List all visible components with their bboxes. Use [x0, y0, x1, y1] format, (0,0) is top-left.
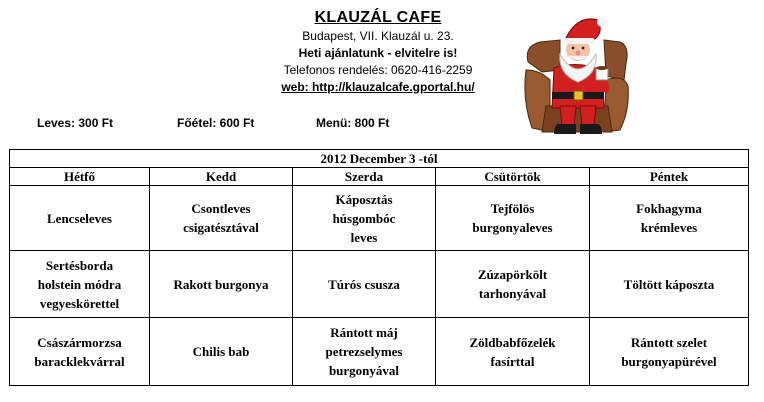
dish-cell: Tejfölös burgonyaleves — [436, 186, 590, 251]
dish-cell: Töltött káposzta — [590, 251, 749, 318]
dish-cell: Sertésborda holstein módra vegyeskörettel — [10, 251, 150, 318]
weekly-offer-text: Heti ajánlatunk - elvitelre is! — [298, 46, 458, 60]
dish-cell: Csontleves csigatésztával — [150, 186, 293, 251]
weekly-menu-table — [9, 149, 749, 386]
dish-cell: Császármorzsa baracklekvárral — [10, 318, 150, 386]
dish-cell: Túrós csusza — [293, 251, 436, 318]
dish-cell: Zöldbabfőzelék fasírttal — [436, 318, 590, 386]
phone-order-text: Telefonos rendelés: 0620-416-2259 — [283, 63, 473, 77]
menu-price: Menü: 800 Ft — [316, 116, 390, 130]
day-header: Szerda — [293, 168, 436, 186]
table-row — [10, 186, 749, 251]
dish-cell: Fokhagyma krémleves — [590, 186, 749, 251]
dish-cell: Lencseleves — [10, 186, 150, 251]
table-row — [10, 251, 749, 318]
cafe-title: KLAUZÁL CAFE — [314, 9, 442, 26]
table-row — [10, 318, 749, 386]
day-header: Csütörtök — [436, 168, 590, 186]
cafe-address: Budapest, VII. Klauzál u. 23. — [302, 29, 454, 43]
menu-date-header: 2012 December 3 -tól — [10, 150, 749, 168]
day-header: Péntek — [590, 168, 749, 186]
soup-price: Leves: 300 Ft — [37, 116, 114, 130]
website-link[interactable]: web: http://klauzalcafe.gportal.hu/ — [281, 80, 475, 94]
day-header: Kedd — [150, 168, 293, 186]
dish-cell: Rakott burgonya — [150, 251, 293, 318]
santa-claus-in-armchair-icon — [520, 10, 632, 140]
dish-cell: Zúzapörkölt tarhonyával — [436, 251, 590, 318]
dish-cell: Chilis bab — [150, 318, 293, 386]
dish-cell: Rántott szelet burgonyapürével — [590, 318, 749, 386]
cafe-header — [230, 8, 526, 96]
dish-cell: Káposztás húsgombóc leves — [293, 186, 436, 251]
day-header: Hétfő — [10, 168, 150, 186]
main-course-price: Főétel: 600 Ft — [177, 116, 255, 130]
dish-cell: Rántott máj petrezselymes burgonyával — [293, 318, 436, 386]
